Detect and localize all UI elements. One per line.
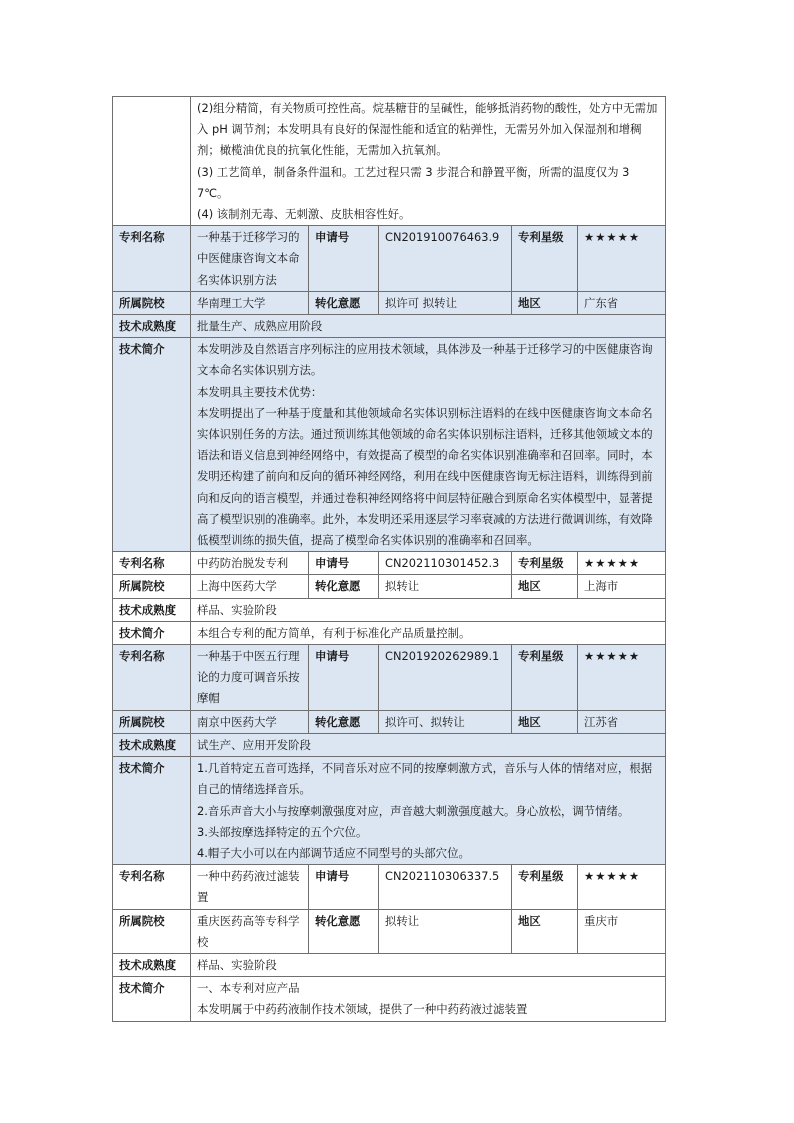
school-label: 所属院校 [113, 291, 191, 314]
intro-paragraph: 2.音乐声音大小与按摩刺激强度对应，声音越大刺激强度越大。身心放松，调节情绪。 [197, 803, 630, 818]
patent-name-label: 专利名称 [113, 865, 191, 909]
school: 上海中医药大学 [191, 575, 309, 598]
rating-label: 专利星级 [512, 552, 578, 575]
patent-3-maturity-row [113, 733, 666, 756]
patent-name-label: 专利名称 [113, 226, 191, 292]
patent-4-maturity-row [113, 953, 666, 976]
transfer: 拟转让 [379, 575, 512, 598]
school-label: 所属院校 [113, 575, 191, 598]
intro-paragraph: 本发明涉及自然语言序列标注的应用技术领域，具体涉及一种基于迁移学习的中医健康咨询文本命名实体识别方法。 [197, 342, 653, 378]
intro-cell [191, 621, 666, 644]
continuation-label-cell [113, 97, 191, 226]
rating-label: 专利星级 [512, 645, 578, 711]
continuation-row [113, 97, 666, 226]
patent-3-school-row [113, 710, 666, 733]
region: 广东省 [578, 291, 666, 314]
patent-name-label: 专利名称 [113, 552, 191, 575]
maturity: 批量生产、成熟应用阶段 [191, 315, 666, 338]
intro-paragraph: 4.帽子大小可以在内部调节适应不同型号的头部穴位。 [197, 845, 470, 860]
intro-paragraph: 本发明提出了一种基于度量和其他领域命名实体识别标注语料的在线中医健康咨询文本命名实体识别任务的方法。通过预训练其他领域的命名实体识别标注语料，迁移其他领域文本的语法和语义信息到神经网络中，有效提高了模型的命名实体识别准确率和召回率。同时，本发明还构建了前向和反向的循环神经网络，利用在线中医健康咨询无标注语料，训练得到前向和反向的语言模型，并通过卷积神经网络将中间层特征融合到原命名实体模型中，显著提高了模型识别的准确率。此外，本发明还采用逐层学习率衰减的方法进行微调训练，有效降低模型训练的损失值，提高了模型命名实体识别的准确率和召回率。 [197, 405, 653, 548]
patent-name-label: 专利名称 [113, 645, 191, 711]
school: 重庆医药高等专科学校 [191, 909, 309, 953]
continuation-paragraph: (2)组分精简，有关物质可控性高。烷基糖苷的呈碱性，能够抵消药物的酸性，处方中无需加入 pH 调节剂；本发明具有良好的保湿性能和适宜的粘弹性，无需另外加入保湿剂和增稠剂；橄榄油优良的抗氧化性能，无需加入抗氧剂。 [197, 101, 658, 158]
rating-stars: ★★★★★ [578, 226, 666, 292]
transfer-label: 转化意愿 [309, 575, 379, 598]
app-no-label: 申请号 [309, 552, 379, 575]
maturity-label: 技术成熟度 [113, 598, 191, 621]
rating-stars: ★★★★★ [578, 645, 666, 711]
app-no: CN201920262989.1 [379, 645, 512, 711]
patent-4-school-row [113, 909, 666, 953]
maturity: 样品、实验阶段 [191, 953, 666, 976]
rating-label: 专利星级 [512, 865, 578, 909]
intro-label: 技术简介 [113, 977, 191, 1021]
intro-label: 技术简介 [113, 338, 191, 552]
intro-paragraph: 本发明具主要技术优势： [197, 384, 323, 399]
rating-stars: ★★★★★ [578, 865, 666, 909]
app-no: CN202110306337.5 [379, 865, 512, 909]
patent-name: 一种基于中医五行理论的力度可调音乐按摩帽 [191, 645, 309, 711]
region-label: 地区 [512, 575, 578, 598]
region: 重庆市 [578, 909, 666, 953]
patent-name: 一种基于迁移学习的中医健康咨询文本命名实体识别方法 [191, 226, 309, 292]
region: 上海市 [578, 575, 666, 598]
continuation-paragraph: (4) 该制剂无毒、无刺激、皮肤相容性好。 [197, 207, 411, 222]
transfer: 拟许可 拟转让 [379, 291, 512, 314]
transfer-label: 转化意愿 [309, 710, 379, 733]
patent-1-maturity-row [113, 315, 666, 338]
school-label: 所属院校 [113, 909, 191, 953]
app-no-label: 申请号 [309, 645, 379, 711]
transfer-label: 转化意愿 [309, 291, 379, 314]
patent-1-header-row [113, 226, 666, 292]
intro-label: 技术简介 [113, 757, 191, 865]
maturity: 样品、实验阶段 [191, 598, 666, 621]
intro-paragraph: 1.几首特定五音可选择，不同音乐对应不同的按摩刺激方式，音乐与人体的情绪对应，根据自己的情绪选择音乐。 [197, 761, 653, 797]
patent-4-intro-row [113, 977, 666, 1021]
region-label: 地区 [512, 909, 578, 953]
intro-cell [191, 338, 666, 552]
school: 华南理工大学 [191, 291, 309, 314]
app-no: CN201910076463.9 [379, 226, 512, 292]
rating-label: 专利星级 [512, 226, 578, 292]
maturity: 试生产、应用开发阶段 [191, 733, 666, 756]
intro-cell [191, 757, 666, 865]
patent-name: 中药防治脱发专利 [191, 552, 309, 575]
intro-paragraph: 本组合专利的配方简单，有利于标准化产品质量控制。 [197, 625, 471, 640]
school-label: 所属院校 [113, 710, 191, 733]
intro-paragraph: 本发明属于中药药液制作技术领域，提供了一种中药药液过滤装置 [197, 1002, 528, 1017]
region-label: 地区 [512, 710, 578, 733]
patent-3-header-row [113, 645, 666, 711]
maturity-label: 技术成熟度 [113, 953, 191, 976]
maturity-label: 技术成熟度 [113, 733, 191, 756]
patent-3-intro-row [113, 757, 666, 865]
app-no-label: 申请号 [309, 226, 379, 292]
region-label: 地区 [512, 291, 578, 314]
school: 南京中医药大学 [191, 710, 309, 733]
transfer-label: 转化意愿 [309, 909, 379, 953]
app-no-label: 申请号 [309, 865, 379, 909]
patent-2-intro-row [113, 621, 666, 644]
intro-cell [191, 977, 666, 1021]
patent-table-page [112, 96, 665, 1022]
patent-table [112, 96, 666, 1022]
patent-2-header-row [113, 552, 666, 575]
patent-name: 一种中药药液过滤装置 [191, 865, 309, 909]
rating-stars: ★★★★★ [578, 552, 666, 575]
continuation-paragraph: (3) 工艺简单，制备条件温和。工艺过程只需 3 步混合和静置平衡，所需的温度仅为 37℃。 [197, 164, 630, 200]
app-no: CN202110301452.3 [379, 552, 512, 575]
transfer: 拟许可、拟转让 [379, 710, 512, 733]
intro-paragraph: 一、本专利对应产品 [197, 981, 300, 996]
patent-4-header-row [113, 865, 666, 909]
region: 江苏省 [578, 710, 666, 733]
transfer: 拟转让 [379, 909, 512, 953]
maturity-label: 技术成熟度 [113, 315, 191, 338]
intro-paragraph: 3.头部按摩选择特定的五个穴位。 [197, 824, 368, 839]
patent-1-school-row [113, 291, 666, 314]
patent-2-maturity-row [113, 598, 666, 621]
continuation-text-cell [191, 97, 666, 226]
patent-2-school-row [113, 575, 666, 598]
intro-label: 技术简介 [113, 621, 191, 644]
patent-1-intro-row [113, 338, 666, 552]
